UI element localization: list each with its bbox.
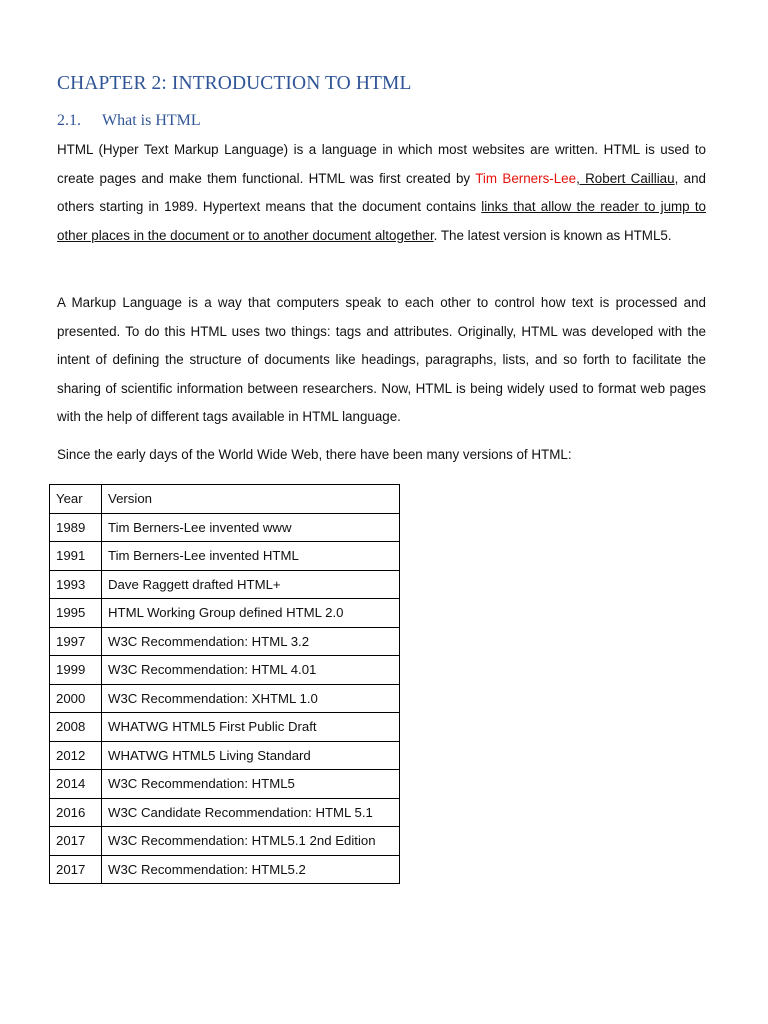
table-cell-year: 2008 bbox=[50, 713, 102, 742]
highlighted-name: Tim Berners-Lee bbox=[475, 170, 577, 186]
table-cell-version: Dave Raggett drafted HTML+ bbox=[102, 570, 400, 599]
paragraph-intro-part1: HTML (Hyper Text Markup Language) is a language in which most websites are written. HTML is used to create pages and make them functional. HTML was first created by bbox=[57, 142, 706, 186]
table-cell-version: W3C Recommendation: HTML5 bbox=[102, 770, 400, 799]
table-cell-year: 1989 bbox=[50, 513, 102, 542]
table-row bbox=[50, 513, 400, 542]
table-cell-version: WHATWG HTML5 First Public Draft bbox=[102, 713, 400, 742]
table-row bbox=[50, 656, 400, 685]
table-header-row bbox=[50, 485, 400, 514]
table-cell-year: 1997 bbox=[50, 627, 102, 656]
table-cell-version: HTML Working Group defined HTML 2.0 bbox=[102, 599, 400, 628]
html-versions-table bbox=[49, 484, 400, 884]
table-cell-year: 2012 bbox=[50, 741, 102, 770]
table-row bbox=[50, 855, 400, 884]
paragraph-intro-part2: , and others starting in 1989. Hypertext means that the document contains bbox=[57, 170, 706, 215]
table-cell-version: W3C Candidate Recommendation: HTML 5.1 bbox=[102, 798, 400, 827]
table-row bbox=[50, 741, 400, 770]
table-header-version: Version bbox=[102, 485, 400, 514]
table-cell-version: W3C Recommendation: HTML5.1 2nd Edition bbox=[102, 827, 400, 856]
underlined-phrase: links that allow the reader to jump to other places in the document or to another document altogether bbox=[57, 199, 706, 243]
chapter-title: CHAPTER 2: INTRODUCTION TO HTML bbox=[57, 73, 412, 94]
table-cell-version: W3C Recommendation: HTML 3.2 bbox=[102, 627, 400, 656]
table-row bbox=[50, 827, 400, 856]
table-row bbox=[50, 684, 400, 713]
paragraph-intro-part3: . The latest version is known as HTML5. bbox=[433, 227, 672, 243]
paragraph-versions-intro: Since the early days of the World Wide Web, there have been many versions of HTML: bbox=[57, 447, 572, 462]
table-cell-version: W3C Recommendation: XHTML 1.0 bbox=[102, 684, 400, 713]
table-row bbox=[50, 542, 400, 571]
table-row bbox=[50, 713, 400, 742]
table-cell-year: 2017 bbox=[50, 827, 102, 856]
table-cell-year: 1991 bbox=[50, 542, 102, 571]
table-header-year: Year bbox=[50, 485, 102, 514]
table-row bbox=[50, 627, 400, 656]
section-heading bbox=[57, 112, 201, 130]
table-cell-year: 1999 bbox=[50, 656, 102, 685]
table-row bbox=[50, 798, 400, 827]
table-cell-year: 1995 bbox=[50, 599, 102, 628]
table-cell-version: Tim Berners-Lee invented HTML bbox=[102, 542, 400, 571]
table-cell-version: W3C Recommendation: HTML 4.01 bbox=[102, 656, 400, 685]
table-cell-year: 2014 bbox=[50, 770, 102, 799]
table-row bbox=[50, 570, 400, 599]
section-number: 2.1. bbox=[57, 112, 81, 129]
table-cell-year: 2017 bbox=[50, 855, 102, 884]
table-row bbox=[50, 599, 400, 628]
section-title-text: What is HTML bbox=[102, 112, 201, 129]
table-cell-year: 2016 bbox=[50, 798, 102, 827]
table-cell-version: Tim Berners-Lee invented www bbox=[102, 513, 400, 542]
table-cell-year: 2000 bbox=[50, 684, 102, 713]
table-cell-version: WHATWG HTML5 Living Standard bbox=[102, 741, 400, 770]
paragraph-markup-language: A Markup Language is a way that computers speak to each other to control how text is processed and presented. To do this HTML uses two things: tags and attributes. Originally, HTML was developed with the intent of defining the structure of documents like headings, paragraphs, lists, and so forth to facilitate the sharing of scientific information between researchers. Now, HTML is being widely used to format web pages with the help of different tags available in HTML language. bbox=[57, 295, 706, 425]
table-cell-version: W3C Recommendation: HTML5.2 bbox=[102, 855, 400, 884]
paragraph-intro bbox=[57, 136, 706, 250]
table-row bbox=[50, 770, 400, 799]
table-cell-year: 1993 bbox=[50, 570, 102, 599]
html-versions-table-body bbox=[50, 485, 400, 884]
underlined-name: , Robert Cailliau bbox=[576, 170, 675, 186]
